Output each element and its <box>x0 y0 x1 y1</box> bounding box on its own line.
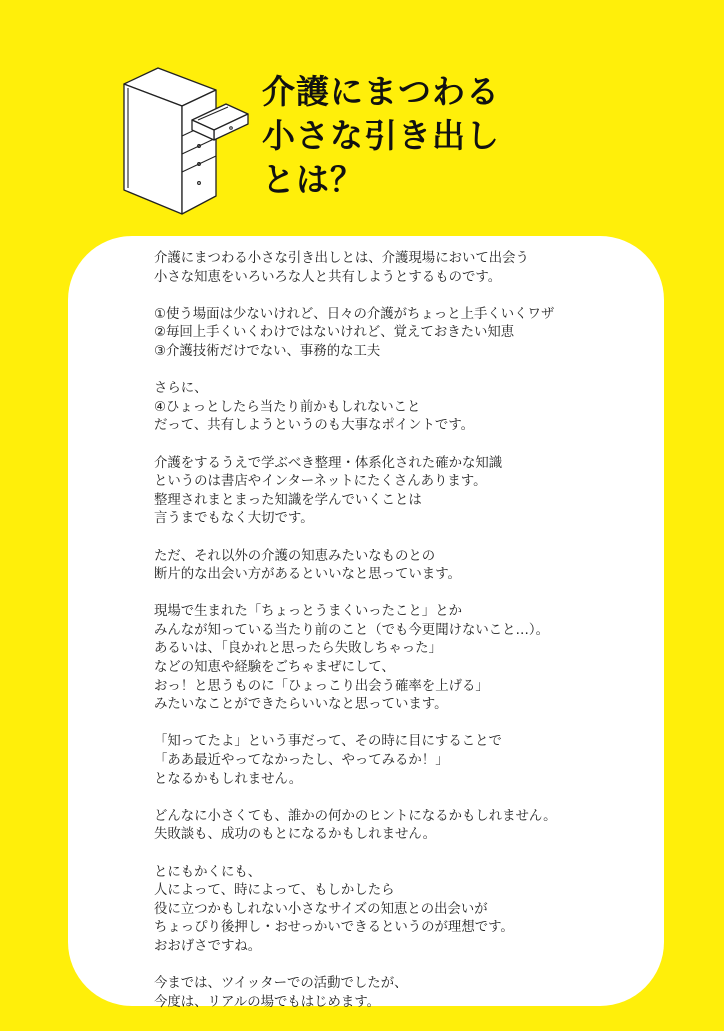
paragraph <box>154 808 624 845</box>
text-line: というのは書店やインターネットにたくさんあります。 <box>154 474 487 490</box>
title-line: 介護にまつわる <box>262 72 500 111</box>
text-line: さらに、 <box>154 381 208 397</box>
title-line: 小さな引き出し <box>262 116 500 155</box>
text-line: だって、共有しようというのも大事なポイントです。 <box>154 418 475 434</box>
paragraph <box>154 306 624 362</box>
text-line: みたいなことができたらいいなと思っています。 <box>154 697 448 713</box>
text-line: 整理されまとまった知識を学んでいくことは <box>154 492 422 508</box>
text-line: おっ！と思うものに「ひょっこり出会う確率を上げる」 <box>154 678 489 694</box>
text-line: みんなが知っている当たり前のこと（でも今更聞けないこと…）。 <box>154 622 550 638</box>
text-line: どんなに小さくても、誰かの何かのヒントになるかもしれません。 <box>154 808 557 824</box>
text-line: 「知ってたよ」という事だって、その時に目にすることで <box>154 734 502 750</box>
text-line: 介護をするうえで学ぶべき整理・体系化された確かな知識 <box>154 455 503 471</box>
paragraph <box>154 864 624 957</box>
text-line: おおげさですね。 <box>154 938 262 954</box>
paragraph <box>154 250 624 287</box>
paragraph <box>154 455 624 529</box>
text-line: ④ひょっとしたら当たり前かもしれないこと <box>154 399 421 415</box>
paragraph <box>154 975 624 1012</box>
drawer-cabinet-icon <box>120 62 250 217</box>
text-line: ①使う場面は少ないけれど、日々の介護がちょっと上手くいくワザ <box>154 306 555 322</box>
paragraph <box>154 380 624 436</box>
text-line: ③介護技術だけでない、事務的な工夫 <box>154 343 381 359</box>
paragraph <box>154 733 624 789</box>
paragraph <box>154 603 624 715</box>
text-line: 「ああ最近やってなかったし、やってみるか！」 <box>154 753 449 769</box>
text-line: 言うまでもなく大切です。 <box>154 511 314 527</box>
title-line: とは？ <box>262 160 364 199</box>
text-line: 役に立つかもしれない小さなサイズの知恵との出会いが <box>154 901 488 917</box>
text-line: 介護にまつわる小さな引き出しとは、介護現場において出会う <box>154 251 529 266</box>
text-line: 今までは、ツイッターでの活動でしたが、 <box>154 976 408 992</box>
text-line: ただ、それ以外の介護の知恵みたいなものとの <box>154 548 436 564</box>
page-title <box>262 70 500 202</box>
body-text <box>154 250 624 1031</box>
text-line: 断片的な出会い方があるといいなと思っています。 <box>154 567 461 583</box>
text-line: とにもかくにも、 <box>154 864 262 880</box>
text-line: 今度は、リアルの場でもはじめます。 <box>154 994 381 1010</box>
text-line: ちょっぴり後押し・おせっかいできるというのが理想です。 <box>154 920 514 936</box>
text-line: 人によって、時によって、もしかしたら <box>154 883 395 899</box>
text-line: 失敗談も、成功のもとになるかもしれません。 <box>154 827 437 843</box>
text-line: などの知恵や経験をごちゃまぜにして、 <box>154 660 395 676</box>
text-line: ②毎回上手くいくわけではないけれど、覚えておきたい知恵 <box>154 325 515 341</box>
paragraph <box>154 548 624 585</box>
text-line: あるいは、「良かれと思ったら失敗しちゃった」 <box>154 641 442 657</box>
text-line: 小さな知恵をいろいろな人と共有しようとするものです。 <box>154 269 502 285</box>
text-line: 現場で生まれた「ちょっとうまくいったこと」とか <box>154 604 462 620</box>
text-line: となるかもしれません。 <box>154 771 303 787</box>
